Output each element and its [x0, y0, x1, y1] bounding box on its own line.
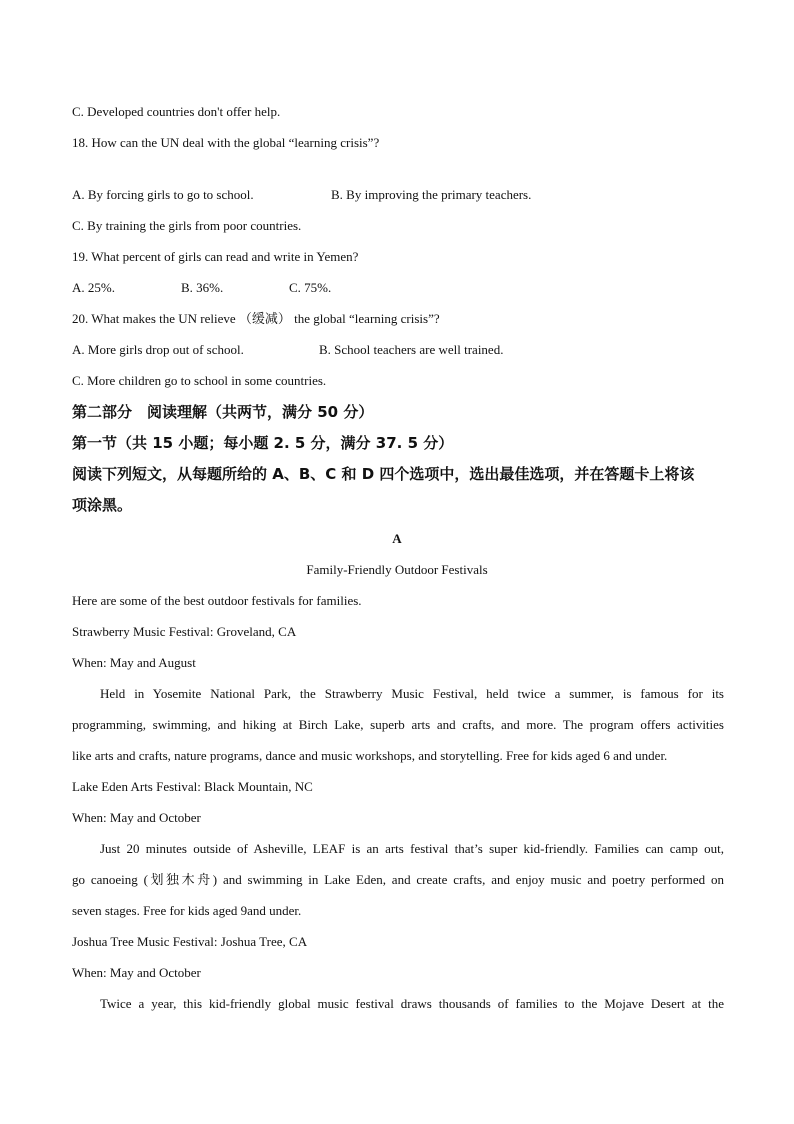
- festival2-paragraph-line1: Just 20 minutes outside of Asheville, LEAF is an arts festival that’s super kid-friendly. Families can camp out,: [100, 841, 724, 856]
- festival1-paragraph-line3: like arts and crafts, nature programs, dance and music workshops, and storytelling. Free for kids aged 6 and under.: [72, 748, 668, 763]
- festival1-paragraph-line1: Held in Yosemite National Park, the Strawberry Music Festival, held twice a summer, is famous for its: [100, 686, 724, 701]
- festival1-paragraph-line2: programming, swimming, and hiking at Birch Lake, superb arts and crafts, and more. The program offers activities: [72, 717, 724, 732]
- festival3-paragraph-line1: Twice a year, this kid-friendly global music festival draws thousands of families to the Mojave Desert at the: [100, 996, 724, 1011]
- festival3-when: When: May and October: [72, 965, 201, 980]
- festival3-name: Joshua Tree Music Festival: Joshua Tree, CA: [72, 934, 308, 949]
- q17-option-c: C. Developed countries don't offer help.: [72, 104, 281, 119]
- festival1-name: Strawberry Music Festival: Groveland, CA: [72, 624, 297, 639]
- q19-option-c: C. 75%.: [289, 280, 332, 295]
- q18-option-c: C. By training the girls from poor countries.: [72, 218, 302, 233]
- instruction-line-2: 项涂黑。: [72, 496, 133, 514]
- q20-option-b: B. School teachers are well trained.: [319, 342, 504, 357]
- passage-intro: Here are some of the best outdoor festivals for families.: [72, 593, 362, 608]
- q20-option-c: C. More children go to school in some countries.: [72, 373, 327, 388]
- q20-question: 20. What makes the UN relieve （缓减） the global “learning crisis”?: [72, 311, 440, 326]
- q19-question: 19. What percent of girls can read and write in Yemen?: [72, 249, 359, 264]
- festival1-when: When: May and August: [72, 655, 196, 670]
- festival2-when: When: May and October: [72, 810, 201, 825]
- q19-option-b: B. 36%.: [181, 280, 224, 295]
- q18-option-b: B. By improving the primary teachers.: [331, 187, 532, 202]
- passage-letter: A: [392, 531, 402, 546]
- q19-option-a: A. 25%.: [72, 280, 115, 295]
- part-heading: 第二部分 阅读理解（共两节，满分 50 分）: [72, 403, 374, 421]
- instruction-line-1: 阅读下列短文，从每题所给的 A、B、C 和 D 四个选项中，选出最佳选项，并在答题卡上将该: [72, 465, 695, 483]
- festival2-paragraph-line3: seven stages. Free for kids aged 9and under.: [72, 903, 302, 918]
- q18-question: 18. How can the UN deal with the global “learning crisis”?: [72, 135, 380, 150]
- festival2-name: Lake Eden Arts Festival: Black Mountain, NC: [72, 779, 313, 794]
- passage-title: Family-Friendly Outdoor Festivals: [306, 562, 488, 577]
- section-heading: 第一节（共 15 小题；每小题 2. 5 分，满分 37. 5 分）: [72, 434, 454, 452]
- q18-option-a: A. By forcing girls to go to school.: [72, 187, 254, 202]
- festival2-paragraph-line2: go canoeing (划独木舟) and swimming in Lake Eden, and create crafts, and enjoy music and poetry performed on: [72, 872, 724, 887]
- q20-option-a: A. More girls drop out of school.: [72, 342, 244, 357]
